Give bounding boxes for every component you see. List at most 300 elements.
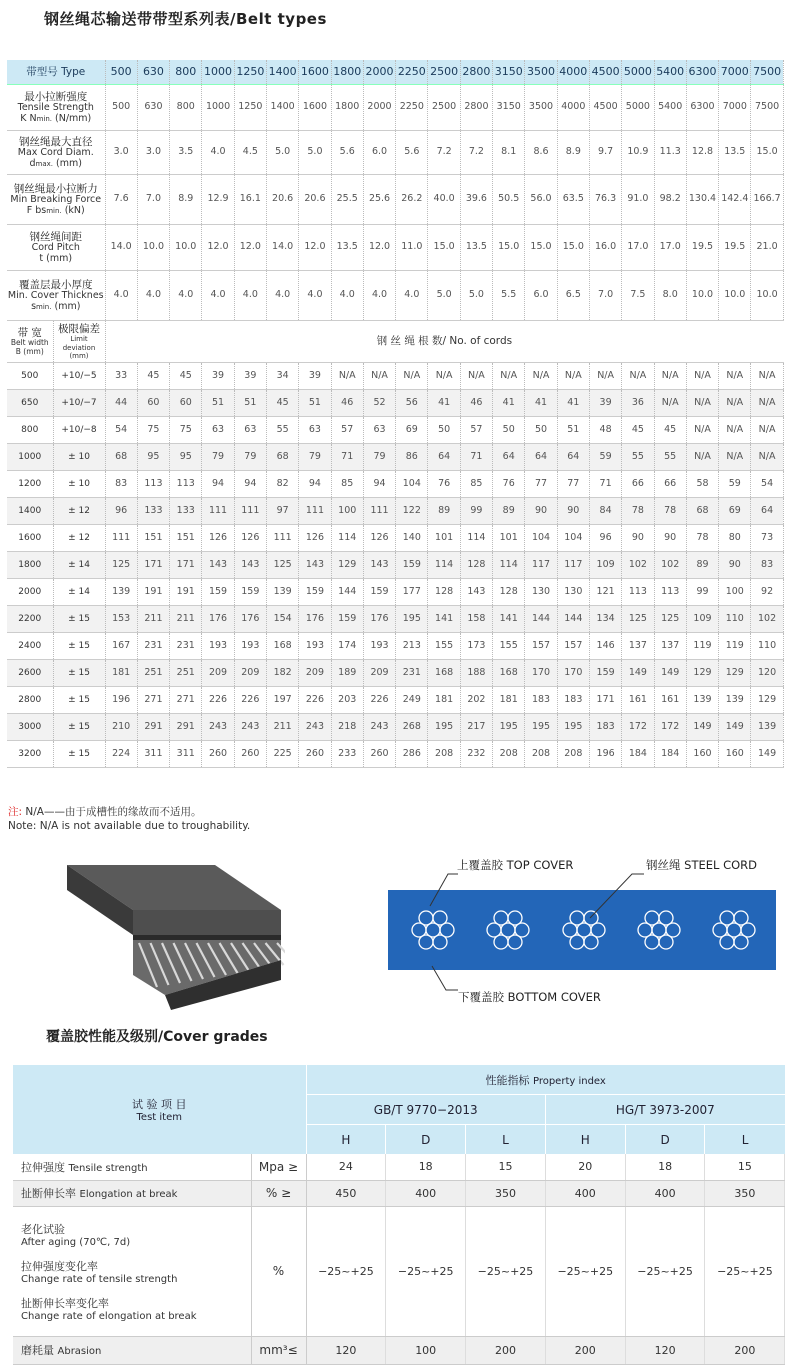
spec-value: 3.5 <box>170 131 202 175</box>
tensile-change-en: Change rate of tensile strength <box>21 1273 178 1285</box>
cord-count-cell: 176 <box>363 606 395 633</box>
cord-count-cell: 84 <box>589 498 621 525</box>
cord-count-cell: 113 <box>170 471 202 498</box>
cord-count-cell: 286 <box>396 741 428 768</box>
deviation-cell: ± 15 <box>53 660 105 687</box>
cord-count-cell: 44 <box>105 390 137 417</box>
cord-count-cell: 140 <box>396 525 428 552</box>
spec-value: 630 <box>137 85 169 131</box>
spec-row <box>7 131 783 175</box>
spec-value: 1600 <box>299 85 331 131</box>
spec-value: 4000 <box>557 85 589 131</box>
cord-count-cell: 94 <box>299 471 331 498</box>
cord-count-cell: N/A <box>751 444 783 471</box>
cord-count-cell: 160 <box>719 741 751 768</box>
cord-count-cell: 170 <box>557 660 589 687</box>
cord-count-cell: 243 <box>234 714 266 741</box>
spec-value: 20.6 <box>266 175 298 225</box>
cord-count-cell: 233 <box>331 741 363 768</box>
standard-gb: GB/T 9770−2013 <box>306 1095 545 1125</box>
property-value-cell: −25~+25 <box>545 1206 625 1336</box>
cord-count-cell: 110 <box>719 606 751 633</box>
cord-count-cell: 226 <box>202 687 234 714</box>
cord-count-cell: 260 <box>299 741 331 768</box>
cord-count-cell: 95 <box>170 444 202 471</box>
spec-value: 5.0 <box>299 131 331 175</box>
belt-width-cell: 1200 <box>7 471 53 498</box>
spec-value: 4.0 <box>137 271 169 321</box>
spec-value: 5.0 <box>460 271 492 321</box>
cord-count-cell: 224 <box>105 741 137 768</box>
deviation-cell: ± 15 <box>53 606 105 633</box>
property-value-cell: 15 <box>466 1154 546 1180</box>
belt-width-cell: 1000 <box>7 444 53 471</box>
cord-count-cell: 101 <box>428 525 460 552</box>
cord-count-cell: 197 <box>266 687 298 714</box>
type-cell: 1600 <box>299 60 331 85</box>
cord-count-cell: N/A <box>751 390 783 417</box>
cord-count-cell: 139 <box>266 579 298 606</box>
note-zh <box>8 804 201 819</box>
property-value-cell: 18 <box>386 1154 466 1180</box>
cord-count-cell: 78 <box>622 498 654 525</box>
cord-count-cell: 160 <box>686 741 718 768</box>
test-item-zh: 试 验 项 目 <box>132 1098 187 1111</box>
spec-value: 4.0 <box>170 271 202 321</box>
cord-count-cell: 89 <box>428 498 460 525</box>
aging-zh: 老化试验 <box>21 1222 65 1236</box>
spec-value: 12.8 <box>686 131 718 175</box>
spec-value: 4.0 <box>202 131 234 175</box>
cord-count-cell: 170 <box>525 660 557 687</box>
cord-count-cell: 126 <box>234 525 266 552</box>
cord-count-cell: 80 <box>719 525 751 552</box>
deviation-cell: ± 10 <box>53 471 105 498</box>
cord-count-cell: 117 <box>557 552 589 579</box>
cord-count-cell: 48 <box>589 417 621 444</box>
spec-value: 11.0 <box>396 225 428 271</box>
cord-count-cell: 97 <box>266 498 298 525</box>
cord-count-cell: 129 <box>719 660 751 687</box>
cord-count-cell: 195 <box>525 714 557 741</box>
cord-count-cell: 83 <box>751 552 783 579</box>
spec-value: 16.0 <box>589 225 621 271</box>
spec-label-en: Cord Pitch <box>31 241 80 253</box>
spec-label-zh: 钢丝绳最小拉断力 <box>13 182 98 195</box>
spec-value: 19.5 <box>719 225 751 271</box>
cord-count-cell: 144 <box>331 579 363 606</box>
cord-count-cell: 159 <box>202 579 234 606</box>
property-value-cell: −25~+25 <box>306 1206 386 1336</box>
unit-cell: % <box>251 1206 306 1336</box>
cord-count-cell: 60 <box>137 390 169 417</box>
cord-count-cell: 60 <box>170 390 202 417</box>
belt-width-row <box>7 687 783 714</box>
property-value-cell: 400 <box>545 1180 625 1206</box>
cord-count-cell: 168 <box>428 660 460 687</box>
cord-count-cell: 211 <box>137 606 169 633</box>
test-name-zh: 拉伸强度 <box>21 1160 65 1174</box>
cord-count-cell: 52 <box>363 390 395 417</box>
cord-count-cell: 59 <box>589 444 621 471</box>
cord-count-cell: N/A <box>751 417 783 444</box>
property-value-cell: −25~+25 <box>705 1206 785 1336</box>
belt-types-title: 钢丝绳芯输送带带型系列表/Belt types <box>44 10 327 28</box>
cord-count-cell: 144 <box>525 606 557 633</box>
spec-unit-main: t (mm) <box>39 252 73 264</box>
cord-count-cell: N/A <box>363 363 395 390</box>
spec-value: 10.0 <box>686 271 718 321</box>
cord-count-cell: 181 <box>105 660 137 687</box>
belt-width-cell: 3200 <box>7 741 53 768</box>
spec-value: 40.0 <box>428 175 460 225</box>
cord-count-cell: 89 <box>686 552 718 579</box>
cord-count-cell: 75 <box>170 417 202 444</box>
cord-count-cell: 96 <box>105 498 137 525</box>
cord-count-cell: 104 <box>396 471 428 498</box>
spec-value: 15.0 <box>525 225 557 271</box>
cord-count-cell: 171 <box>589 687 621 714</box>
cord-count-cell: N/A <box>719 363 751 390</box>
cord-count-cell: 111 <box>105 525 137 552</box>
type-header-label: 带型号 Type <box>7 60 105 85</box>
grade-header: H <box>306 1125 386 1155</box>
belt-width-cell: 2000 <box>7 579 53 606</box>
spec-unit-sub: max. <box>35 159 54 168</box>
cord-count-cell: 109 <box>686 606 718 633</box>
cord-count-cell: 137 <box>622 633 654 660</box>
cord-count-cell: 202 <box>460 687 492 714</box>
cord-count-cell: 125 <box>266 552 298 579</box>
cord-count-cell: 211 <box>266 714 298 741</box>
cord-count-cell: 171 <box>137 552 169 579</box>
spec-label-en: Min. Cover Thicknes <box>7 289 104 301</box>
spec-value: 56.0 <box>525 175 557 225</box>
deviation-cell: ± 14 <box>53 552 105 579</box>
cord-count-cell: 143 <box>299 552 331 579</box>
cord-count-cell: 64 <box>751 498 783 525</box>
spec-value: 13.5 <box>719 131 751 175</box>
type-cell: 800 <box>170 60 202 85</box>
cord-count-cell: 159 <box>331 606 363 633</box>
grade-header: D <box>625 1125 705 1155</box>
cord-count-cell: 68 <box>105 444 137 471</box>
cover-grades-title: 覆盖胶性能及级别/Cover grades <box>46 1029 268 1045</box>
spec-value: 25.5 <box>331 175 363 225</box>
spec-value: 5.6 <box>396 131 428 175</box>
deviation-en2: (mm) <box>69 351 89 360</box>
cord-count-cell: 191 <box>170 579 202 606</box>
spec-value: 25.6 <box>363 175 395 225</box>
spec-row <box>7 85 783 131</box>
cord-count-cell: 213 <box>396 633 428 660</box>
cord-count-cell: 231 <box>396 660 428 687</box>
cord-count-cell: 149 <box>719 714 751 741</box>
spec-label-en: Max Cord Diam. <box>17 146 94 158</box>
spec-value: 3.0 <box>137 131 169 175</box>
spec-value: 17.0 <box>654 225 686 271</box>
cord-count-cell: 83 <box>105 471 137 498</box>
cord-count-cell: 243 <box>299 714 331 741</box>
cord-count-cell: 69 <box>396 417 428 444</box>
cord-count-cell: 231 <box>170 633 202 660</box>
spec-value: 6.0 <box>525 271 557 321</box>
cord-count-cell: 193 <box>234 633 266 660</box>
cord-count-cell: 45 <box>654 417 686 444</box>
cord-count-cell: 82 <box>266 471 298 498</box>
cord-count-cell: 193 <box>363 633 395 660</box>
cord-count-cell: 129 <box>331 552 363 579</box>
cord-count-cell: 271 <box>137 687 169 714</box>
type-cell: 2000 <box>363 60 395 85</box>
cord-count-cell: 139 <box>719 687 751 714</box>
cord-count-cell: N/A <box>331 363 363 390</box>
tensile-change-zh: 拉伸强度变化率 <box>21 1259 98 1273</box>
cord-count-cell: 111 <box>363 498 395 525</box>
cord-count-cell: 193 <box>299 633 331 660</box>
grade-header: L <box>705 1125 785 1155</box>
spec-value: 91.0 <box>622 175 654 225</box>
spec-value: 63.5 <box>557 175 589 225</box>
cord-count-cell: 149 <box>686 714 718 741</box>
spec-value: 12.9 <box>202 175 234 225</box>
cord-count-cell: N/A <box>525 363 557 390</box>
spec-unit-main: F bs <box>26 204 47 216</box>
cord-count-cell: 217 <box>460 714 492 741</box>
cord-count-cell: 54 <box>105 417 137 444</box>
cord-count-cell: 171 <box>170 552 202 579</box>
spec-value: 14.0 <box>105 225 137 271</box>
cord-count-cell: 226 <box>299 687 331 714</box>
test-name-en: Abrasion <box>57 1346 102 1357</box>
spec-value: 2500 <box>428 85 460 131</box>
deviation-cell: ± 15 <box>53 714 105 741</box>
belt-width-cell: 2800 <box>7 687 53 714</box>
deviation-cell: +10/−8 <box>53 417 105 444</box>
spec-value: 5400 <box>654 85 686 131</box>
cord-count-cell: 172 <box>622 714 654 741</box>
cord-count-cell: 161 <box>654 687 686 714</box>
cord-count-cell: 183 <box>525 687 557 714</box>
cord-count-cell: 85 <box>460 471 492 498</box>
cord-count-cell: 144 <box>557 606 589 633</box>
cord-count-cell: 114 <box>428 552 460 579</box>
cord-count-cell: 168 <box>266 633 298 660</box>
cord-count-cell: 76 <box>493 471 525 498</box>
spec-value: 10.0 <box>137 225 169 271</box>
spec-value: 1250 <box>234 85 266 131</box>
belt-width-row <box>7 633 783 660</box>
cord-count-cell: 36 <box>622 390 654 417</box>
spec-value: 800 <box>170 85 202 131</box>
cord-count-cell: 102 <box>751 606 783 633</box>
spec-unit-main: s <box>31 300 37 312</box>
deviation-zh: 极限偏差 <box>58 323 100 336</box>
cord-count-cell: 39 <box>234 363 266 390</box>
belt-width-cell: 3000 <box>7 714 53 741</box>
cord-count-cell: 57 <box>460 417 492 444</box>
cord-count-cell: 55 <box>654 444 686 471</box>
spec-value: 10.0 <box>719 271 751 321</box>
deviation-cell: ± 15 <box>53 633 105 660</box>
spec-value: 6300 <box>686 85 718 131</box>
spec-value: 13.5 <box>331 225 363 271</box>
type-cell: 7500 <box>751 60 783 85</box>
type-cell: 6300 <box>686 60 718 85</box>
spec-value: 8.9 <box>170 175 202 225</box>
property-value-cell: 350 <box>466 1180 546 1206</box>
cord-count-cell: 59 <box>719 471 751 498</box>
spec-value: 2250 <box>396 85 428 131</box>
cord-count-cell: 209 <box>234 660 266 687</box>
cord-count-cell: 155 <box>493 633 525 660</box>
belt-cross-section-image <box>55 855 285 1015</box>
unit-cell: mm³≤ <box>251 1336 306 1364</box>
cord-count-cell: 63 <box>363 417 395 444</box>
spec-value: 76.3 <box>589 175 621 225</box>
spec-value: 130.4 <box>686 175 718 225</box>
property-value-cell: 350 <box>705 1180 785 1206</box>
cord-count-cell: 77 <box>557 471 589 498</box>
cord-count-cell: 291 <box>137 714 169 741</box>
spec-unit-sub: min. <box>36 114 53 123</box>
cord-count-cell: 243 <box>363 714 395 741</box>
grade-header: D <box>386 1125 466 1155</box>
cord-count-cell: 191 <box>137 579 169 606</box>
cord-count-cell: 126 <box>202 525 234 552</box>
cord-count-cell: 172 <box>654 714 686 741</box>
cord-count-cell: 133 <box>137 498 169 525</box>
cord-count-cell: 157 <box>525 633 557 660</box>
spec-row <box>7 271 783 321</box>
spec-value: 4.0 <box>202 271 234 321</box>
property-value-cell: −25~+25 <box>466 1206 546 1336</box>
cord-count-cell: 45 <box>137 363 169 390</box>
spec-value: 7000 <box>719 85 751 131</box>
steel-cord-label: 钢丝绳 STEEL CORD <box>646 858 758 872</box>
cord-count-cell: 218 <box>331 714 363 741</box>
spec-value: 12.0 <box>202 225 234 271</box>
cord-count-cell: 177 <box>396 579 428 606</box>
spec-value: 5.6 <box>331 131 363 175</box>
type-cell: 500 <box>105 60 137 85</box>
cord-count-cell: 34 <box>266 363 298 390</box>
belt-front-top-layer <box>133 910 281 935</box>
property-index-zh: 性能指标 <box>485 1073 530 1087</box>
cord-count-cell: N/A <box>654 390 686 417</box>
cord-count-cell: 64 <box>525 444 557 471</box>
cord-count-cell: 159 <box>234 579 266 606</box>
spec-value: 15.0 <box>493 225 525 271</box>
cord-count-cell: 176 <box>234 606 266 633</box>
property-value-cell: 120 <box>306 1336 386 1364</box>
spec-value: 8.0 <box>654 271 686 321</box>
spec-value: 7.2 <box>460 131 492 175</box>
cord-count-cell: 90 <box>525 498 557 525</box>
belt-width-cell: 2200 <box>7 606 53 633</box>
type-cell: 1000 <box>202 60 234 85</box>
cord-count-cell: 183 <box>557 687 589 714</box>
cord-count-cell: 174 <box>331 633 363 660</box>
cord-count-cell: 111 <box>266 525 298 552</box>
belt-width-en2: B (mm) <box>15 346 44 356</box>
spec-value: 20.6 <box>299 175 331 225</box>
cord-count-cell: 66 <box>654 471 686 498</box>
cord-count-cell: 90 <box>557 498 589 525</box>
cord-count-cell: 114 <box>331 525 363 552</box>
cord-count-cell: 232 <box>460 741 492 768</box>
cord-count-cell: 45 <box>622 417 654 444</box>
spec-unit-sub: min. <box>36 302 52 311</box>
cord-count-cell: 57 <box>331 417 363 444</box>
cord-count-cell: 210 <box>105 714 137 741</box>
spec-value: 1400 <box>266 85 298 131</box>
spec-row <box>7 175 783 225</box>
belt-width-cell: 1600 <box>7 525 53 552</box>
cord-count-cell: 184 <box>622 741 654 768</box>
cord-count-cell: 251 <box>170 660 202 687</box>
cord-count-cell: 155 <box>428 633 460 660</box>
cord-count-cell: 94 <box>234 471 266 498</box>
cord-count-cell: 260 <box>202 741 234 768</box>
property-value-cell: 200 <box>466 1336 546 1364</box>
cord-count-cell: 128 <box>428 579 460 606</box>
property-value-cell: 200 <box>705 1336 785 1364</box>
belt-width-en1: Belt width <box>10 337 49 347</box>
cord-count-cell: 125 <box>654 606 686 633</box>
spec-label-zh: 钢丝绳最大直径 <box>19 135 93 148</box>
cord-count-cell: N/A <box>589 363 621 390</box>
property-value-cell: 100 <box>386 1336 466 1364</box>
cord-count-cell: 211 <box>170 606 202 633</box>
cord-count-cell: N/A <box>686 390 718 417</box>
spec-value: 98.2 <box>654 175 686 225</box>
cord-count-cell: 66 <box>622 471 654 498</box>
spec-unit <box>7 302 105 313</box>
cord-count-cell: 125 <box>622 606 654 633</box>
cord-count-cell: 149 <box>654 660 686 687</box>
cord-count-cell: 151 <box>137 525 169 552</box>
cord-count-cell: 159 <box>396 552 428 579</box>
spec-value: 7.5 <box>622 271 654 321</box>
cord-count-cell: N/A <box>686 363 718 390</box>
cord-count-cell: 41 <box>493 390 525 417</box>
cord-count-cell: 94 <box>363 471 395 498</box>
elong-change-zh: 扯断伸长率变化率 <box>21 1296 109 1310</box>
grade-header: H <box>545 1125 625 1155</box>
cord-count-cell: 63 <box>299 417 331 444</box>
spec-label-en: Tensile Strength <box>17 101 94 113</box>
note-prefix: 注: <box>8 806 23 818</box>
spec-value: 10.0 <box>751 271 783 321</box>
spec-unit <box>7 159 105 170</box>
cord-count-cell: 225 <box>266 741 298 768</box>
cord-count-cell: 231 <box>137 633 169 660</box>
cord-count-cell: 41 <box>525 390 557 417</box>
spec-unit-tail: (mm) <box>51 300 81 312</box>
cord-count-cell: 153 <box>105 606 137 633</box>
type-cell: 2250 <box>396 60 428 85</box>
cord-count-cell: N/A <box>396 363 428 390</box>
belt-width-row <box>7 525 783 552</box>
belt-width-row <box>7 741 783 768</box>
cord-count-cell: 33 <box>105 363 137 390</box>
spec-value: 2800 <box>460 85 492 131</box>
spec-value: 5.0 <box>266 131 298 175</box>
cord-count-cell: 99 <box>460 498 492 525</box>
cord-count-cell: 41 <box>428 390 460 417</box>
cord-count-cell: 73 <box>751 525 783 552</box>
